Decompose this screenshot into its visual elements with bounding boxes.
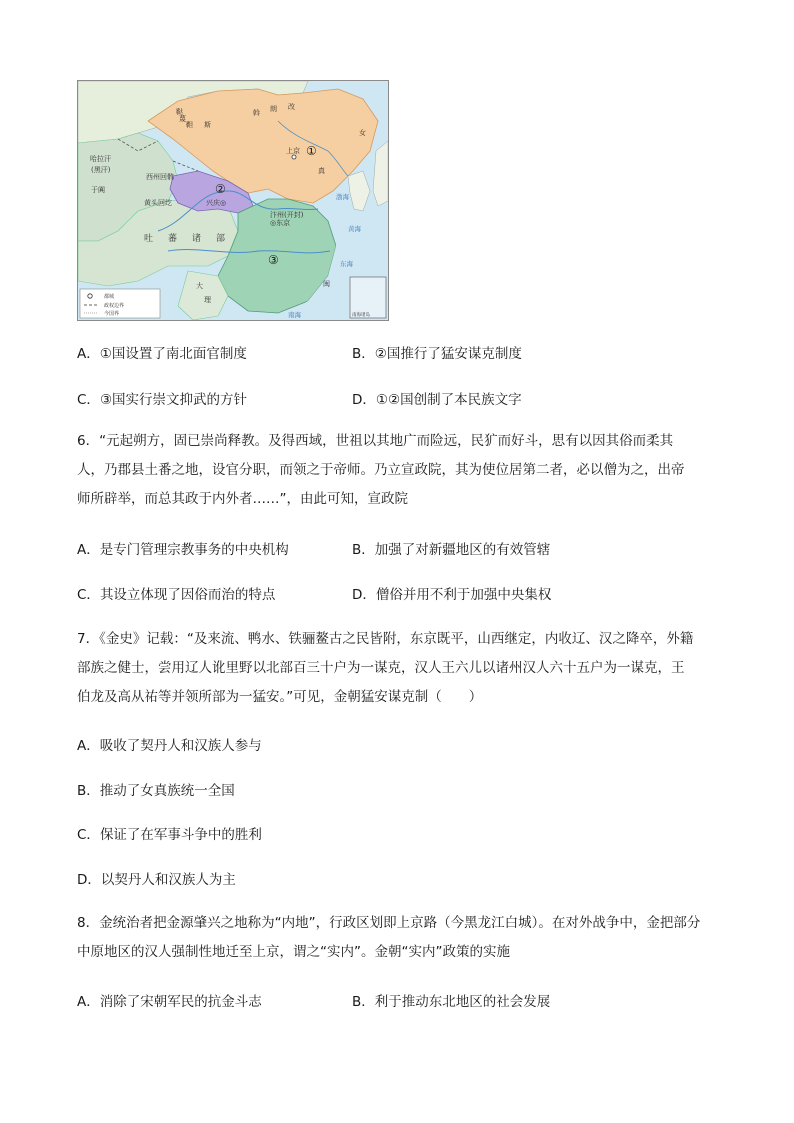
option-text: 保证了在军事斗争中的胜利 (99, 827, 262, 843)
japan-islands (373, 141, 388, 206)
label-karakhan-sub: (黑汗) (91, 166, 111, 174)
q5-options-row-1 (77, 344, 717, 364)
q5-option-c[interactable] (77, 390, 247, 410)
option-text: 以契丹人和汉族人为主 (100, 872, 236, 888)
option-letter: A． (77, 542, 100, 558)
option-letter: B． (352, 994, 375, 1010)
q7-option-d[interactable] (77, 870, 236, 890)
q7-stem-line-2: 部族之健士，尝用辽人讹里野以北部百三十户为一谋克，汉人王六儿以诸州汉人六十五户为一谋克，王 (77, 660, 685, 676)
marker-2: ② (215, 182, 226, 196)
option-letter: B． (352, 346, 375, 362)
option-letter: D． (77, 872, 101, 888)
label-mongol-1: 蔑 (179, 115, 186, 123)
option-text: 推动了女真族统一全国 (99, 783, 235, 799)
q7-option-a[interactable] (77, 736, 262, 756)
q6-option-d[interactable] (352, 585, 551, 605)
label-sea-3: 东海 (340, 260, 353, 268)
q7-stem-line-1: 7．《金史》记载：“及来流、鸭水、铁骊鳌古之民皆附，东京既平，山西继定，内收辽、汉之降卒，外籍 (77, 631, 694, 647)
label-woduo-3: 改 (288, 103, 295, 111)
q6-options-row-2 (77, 585, 717, 605)
map-svg (78, 81, 388, 320)
label-legend-border: 政权边界 (104, 303, 125, 309)
option-letter: A． (77, 994, 100, 1010)
label-shangjing: 上京 (286, 147, 300, 155)
label-yu: 于阗 (91, 186, 105, 194)
label-legend-modern: 今国界 (104, 311, 120, 317)
option-letter: D． (352, 587, 376, 603)
label-min: 闽 (323, 280, 330, 288)
label-sea-1: 渤海 (336, 193, 349, 201)
q8-stem-line-1: 8．金统治者把金源肇兴之地称为“内地”，行政区划即上京路（今黑龙江白城）。在对外战争中，金把部分 (77, 915, 701, 931)
option-text: ①国设置了南北面官制度 (99, 346, 247, 362)
option-text: 消除了宋朝军民的抗金斗志 (99, 994, 262, 1010)
label-xizhou: 西州回鹘 (146, 173, 174, 181)
q8-option-a[interactable] (77, 992, 262, 1012)
q5-options-row-2 (77, 390, 717, 410)
label-tubo: 吐 蕃 诸 部 (144, 234, 229, 244)
q6-stem-line-1: 6．“元起朔方，固已崇尚释教。及得西域，世祖以其地广而险远，民犷而好斗，思有以因其俗而柔其 (77, 433, 674, 449)
option-letter: B． (352, 542, 375, 558)
q6-stem (77, 431, 717, 509)
option-text: 加强了对新疆地区的有效管辖 (374, 542, 551, 558)
label-north-2: 靼 (186, 121, 193, 129)
q5-option-b[interactable] (352, 344, 522, 364)
option-text: 利于推动东北地区的社会发展 (374, 994, 551, 1010)
q7-option-b[interactable] (77, 781, 235, 801)
label-huangtou: 黄头回纥 (144, 199, 172, 207)
option-text: ③国实行崇文抑武的方针 (99, 392, 248, 408)
q8-stem-line-2: 中原地区的汉人强制性地迁至上京，谓之“实内”。金朝“实内”政策的实施 (77, 944, 510, 960)
label-woduo-2: 朗 (270, 105, 277, 113)
svg-text:吐 蕃 诸 部 (144, 232, 228, 244)
label-dali-2: 理 (204, 296, 211, 304)
q6-options-row-1 (77, 540, 717, 560)
option-text: 僧俗并用不利于加强中央集权 (375, 587, 552, 603)
q5-option-d[interactable] (352, 390, 522, 410)
q6-option-a[interactable] (77, 540, 289, 560)
label-dongjing: ◎东京 (270, 219, 291, 227)
q7-stem-line-3: 伯龙及高从祐等并领所部为一猛安。”可见，金朝猛安谋克制（ ） (77, 689, 483, 705)
option-letter: D． (352, 392, 376, 408)
label-dali-1: 大 (196, 282, 203, 290)
label-karakhan: 哈拉汗 (90, 155, 111, 163)
q5-option-a[interactable] (77, 344, 247, 364)
label-north-1: 鞑 (176, 108, 183, 116)
label-woduo-1: 斡 (253, 109, 260, 117)
label-xingqing: 兴庆◎ (206, 199, 227, 207)
label-legend-capital: 都城 (104, 294, 115, 300)
option-text: ①②国创制了本民族文字 (375, 392, 522, 408)
marker-3: ③ (268, 253, 279, 267)
option-letter: A． (77, 738, 100, 754)
option-text: ②国推行了猛安谋克制度 (374, 346, 522, 362)
q7-option-c[interactable] (77, 825, 262, 845)
option-text: 是专门管理宗教事务的中央机构 (99, 542, 289, 558)
label-zhen: 真 (318, 167, 325, 175)
shangjing-dot (292, 155, 296, 159)
label-bianzhou: 汴州(开封) (270, 211, 304, 219)
q8-option-b[interactable] (352, 992, 550, 1012)
q8-options-row-1 (77, 992, 717, 1012)
marker-1: ① (306, 144, 317, 158)
south-sea-inset (350, 277, 386, 318)
q6-option-c[interactable] (77, 585, 275, 605)
option-letter: C． (77, 827, 100, 843)
label-inset: 南海诸岛 (352, 313, 370, 318)
q6-option-b[interactable] (352, 540, 550, 560)
q6-stem-line-3: 师所辟举，而总其政于内外者……”，由此可知，宣政院 (77, 491, 408, 507)
option-text: 其设立体现了因俗而治的特点 (99, 587, 276, 603)
label-sea-2: 黄海 (348, 225, 361, 233)
q8-stem (77, 913, 717, 962)
option-letter: C． (77, 587, 100, 603)
label-mongol-3: 斯 (204, 121, 211, 129)
option-text: 吸收了契丹人和汉族人参与 (99, 738, 262, 754)
label-nv: 女 (359, 129, 366, 137)
option-letter: C． (77, 392, 100, 408)
q7-stem (77, 629, 717, 707)
option-letter: B． (77, 783, 100, 799)
q6-stem-line-2: 人，乃郡县土番之地，设官分职，而领之于帝师。乃立宣政院，其为使位居第二者，必以僧为之，出帝 (77, 462, 685, 478)
historical-map (77, 80, 389, 321)
option-letter: A． (77, 346, 100, 362)
label-sea-4: 南海 (288, 311, 301, 319)
